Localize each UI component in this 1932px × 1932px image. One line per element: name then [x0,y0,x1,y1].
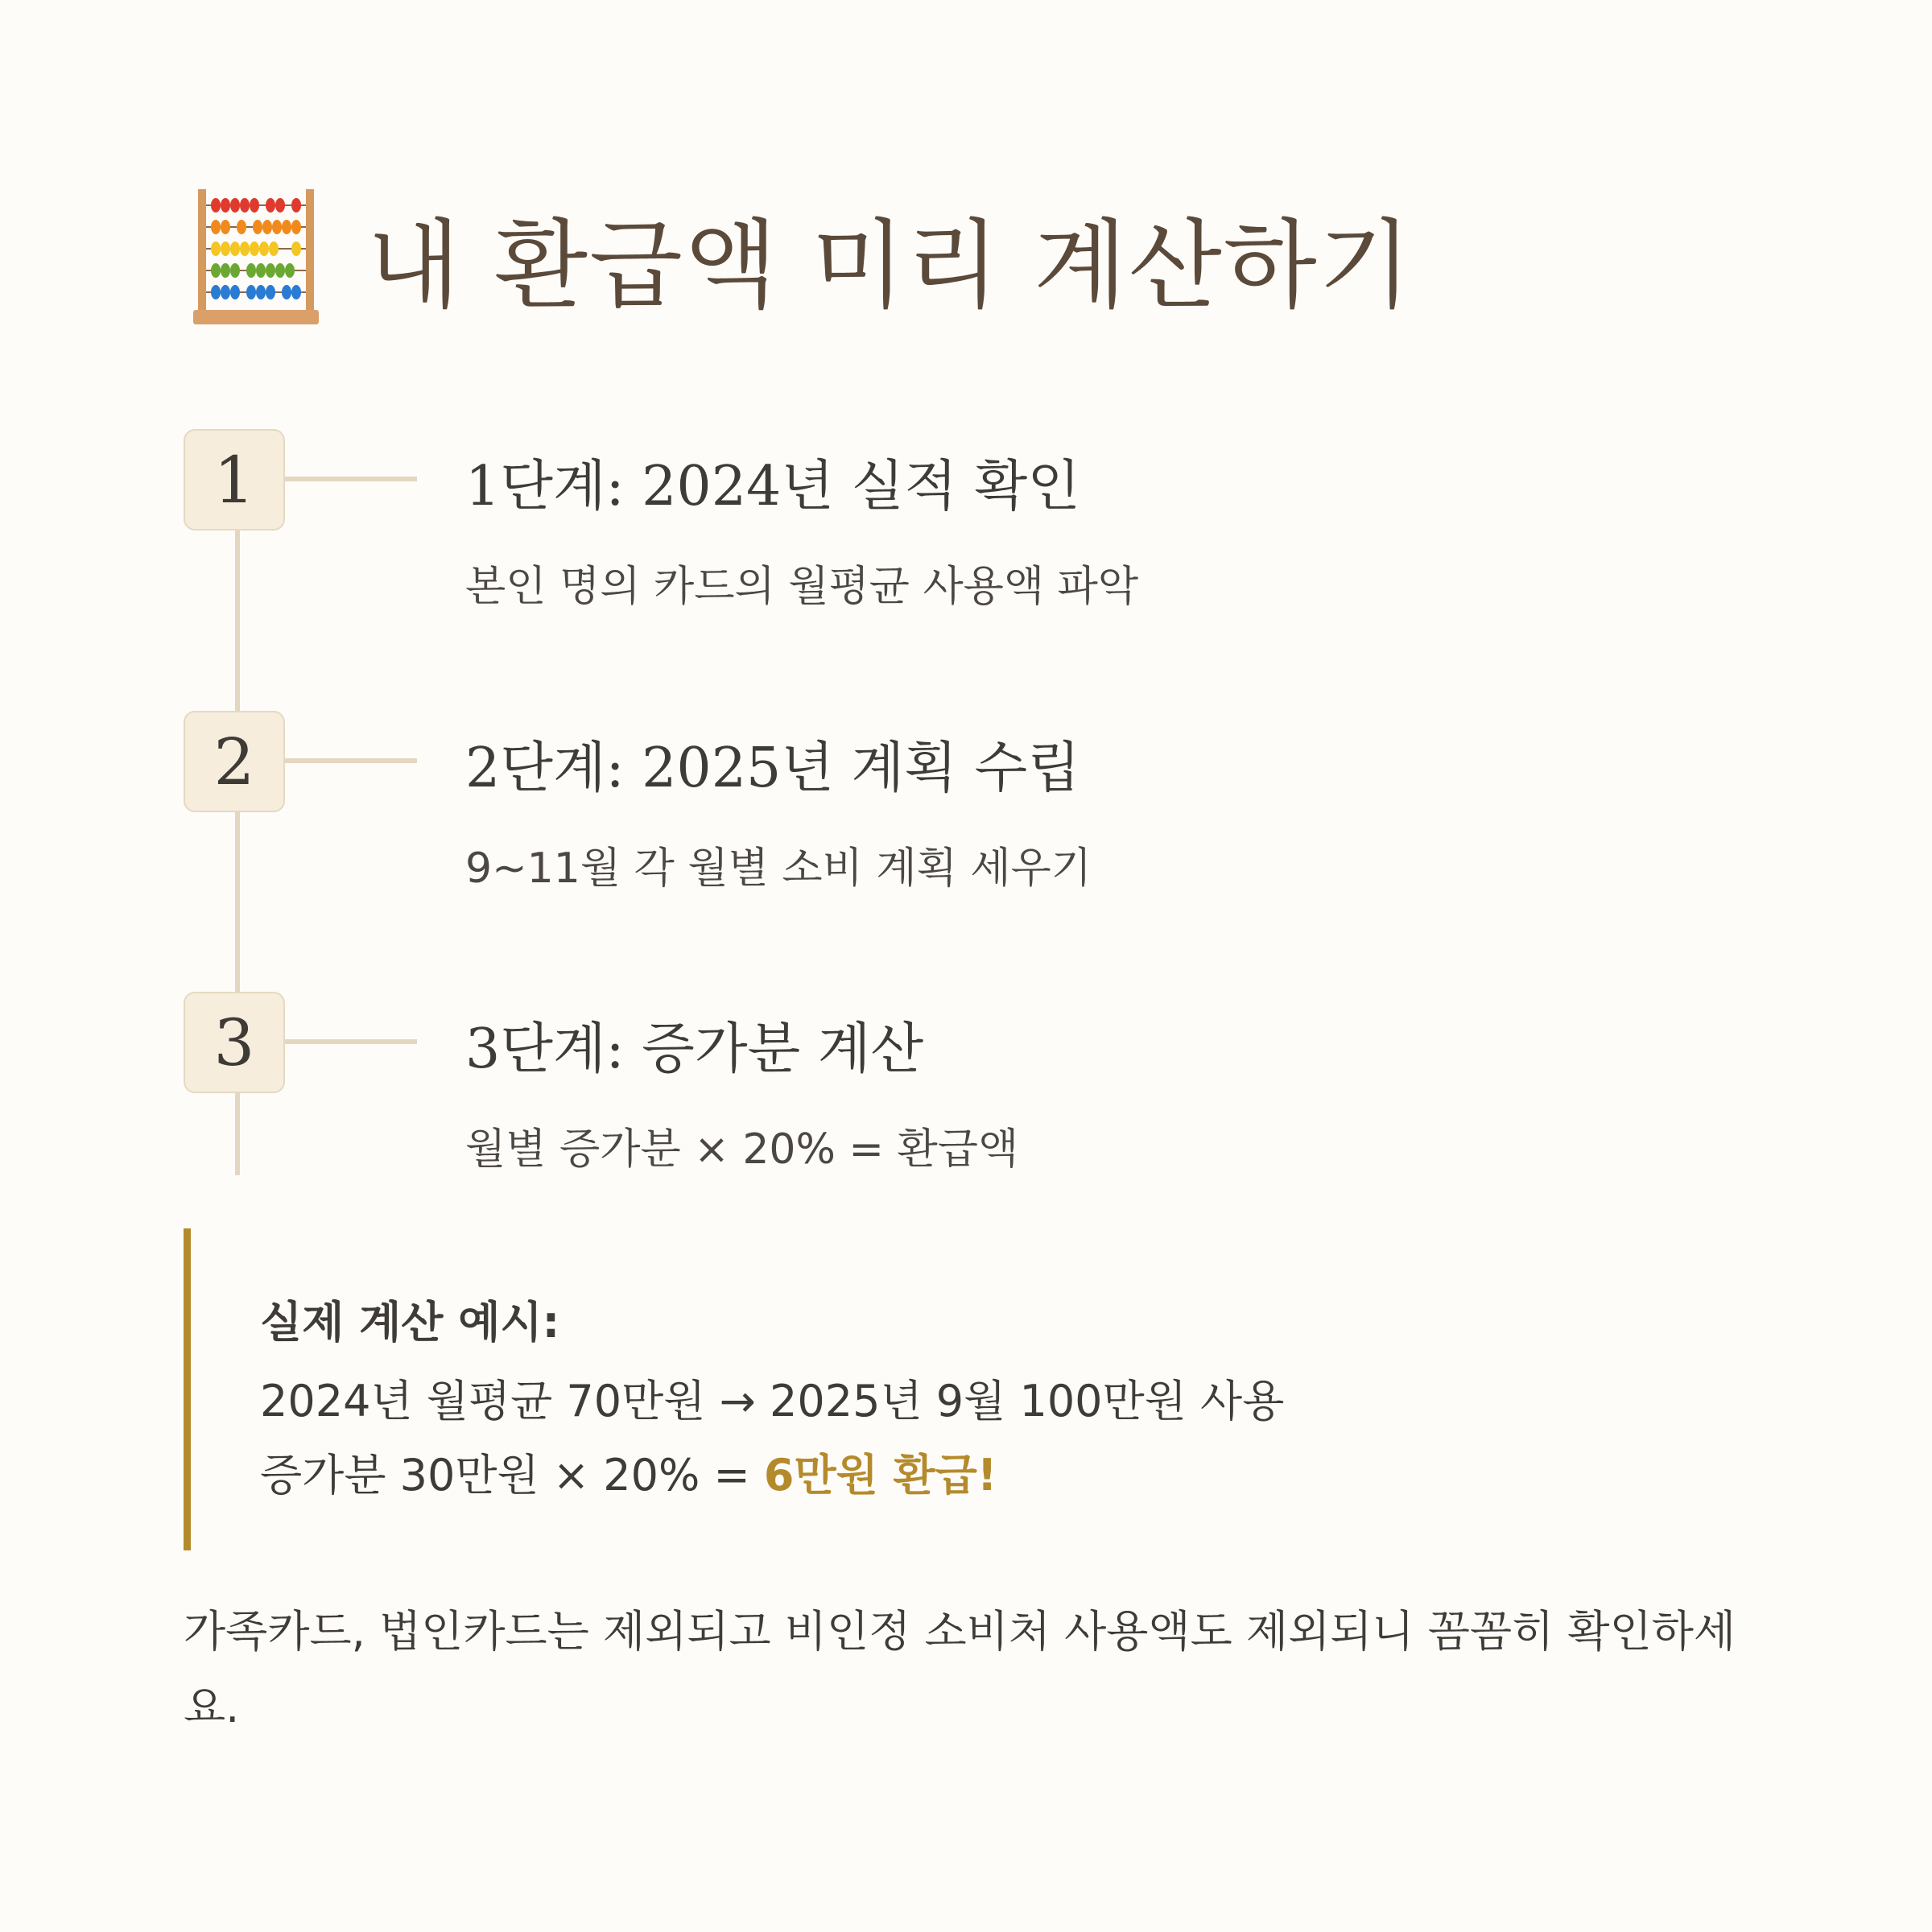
step-1-connector [285,477,417,481]
example-line-2-prefix: 증가분 30만원 × 20% = [260,1450,764,1501]
example-callout [184,1228,1633,1550]
step-2-number: 2 [184,711,285,812]
example-line-1: 2024년 월평균 70만원 → 2025년 9월 100만원 사용 [260,1376,1285,1426]
step-2-connector [285,758,417,763]
step-1-description: 본인 명의 카드의 월평균 사용액 파악 [465,563,1139,611]
step-1-title: 1단계: 2024년 실적 확인 [465,455,1080,518]
step-3-connector [285,1039,417,1044]
example-label: 실제 계산 예시: [260,1297,560,1348]
example-line-2 [260,1441,997,1503]
refund-highlight: 6만원 환급! [763,1450,997,1501]
step-3-title: 3단계: 증가분 계산 [465,1018,924,1081]
step-3-description: 월별 증가분 × 20% = 환급액 [465,1125,1019,1174]
step-2-title: 2단계: 2025년 계획 수립 [465,737,1080,800]
abacus-icon [193,189,319,326]
step-1-number: 1 [184,429,285,530]
page-title: 내 환급액 미리 계산하기 [367,210,1414,322]
step-2-description: 9~11월 각 월별 소비 계획 세우기 [465,844,1092,893]
step-3-number: 3 [184,992,285,1093]
page-header [193,185,1414,330]
note-text: 가족카드, 법인카드는 제외되고 비인정 소비처 사용액도 제외되니 꼼꼼히 확인하세요. [184,1606,1736,1732]
